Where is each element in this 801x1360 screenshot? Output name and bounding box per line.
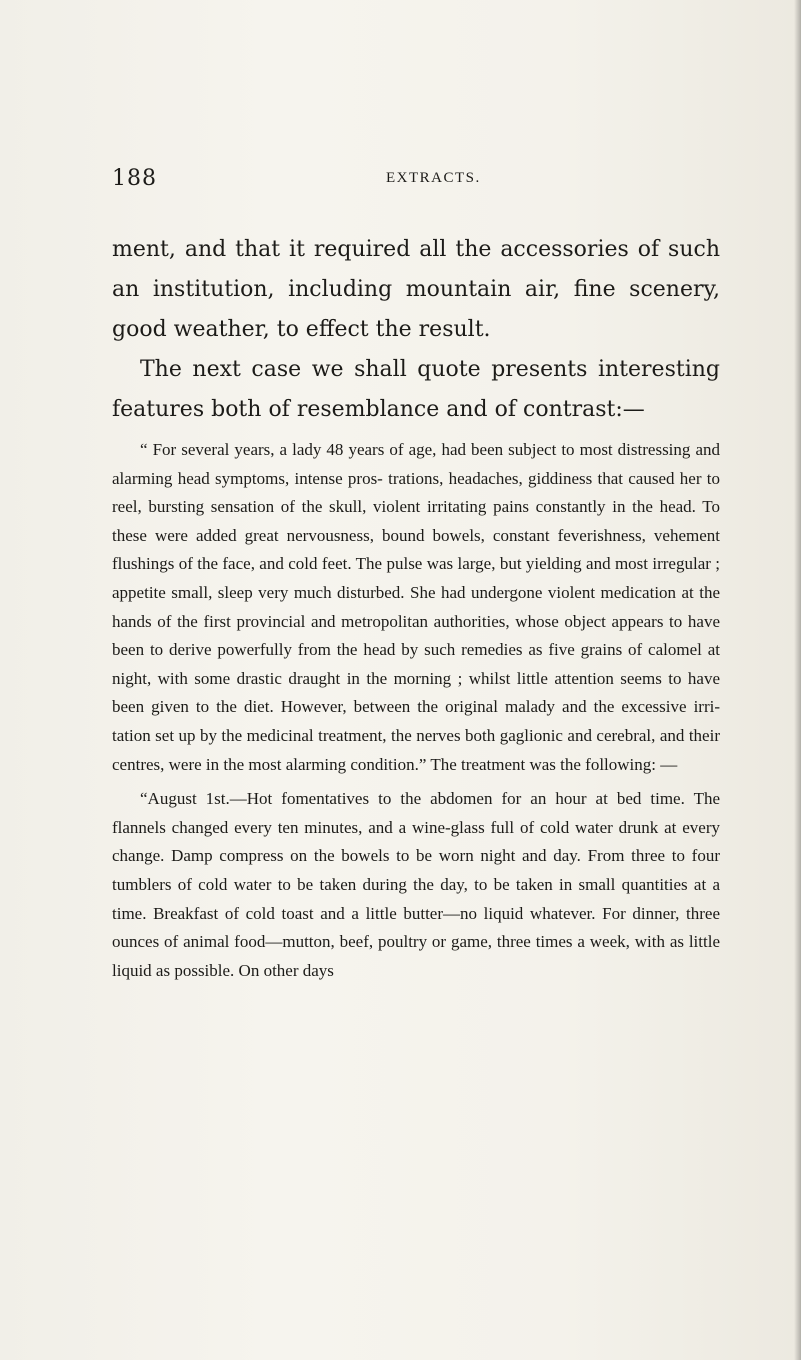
page-body [112,230,720,985]
page-header [112,166,720,196]
paragraph-intro: The next case we shall quote presents interesting features both of resemblance and of contrast:— [112,357,720,422]
page-number: 188 [112,166,157,191]
paragraph-continuation: ment, and that it required all the accessories of such an institution, including mountain air, fine scenery, good weather, to effect the result. [112,237,720,342]
page-edge-shadow [794,0,801,1360]
quoted-case-paragraph: “ For several years, a lady 48 years of age, had been subject to most distressing and alarming head symptoms, intense pros- trations, headaches, giddiness that caused her to reel, bursting sensation of the skull, violent irritating pains constantly in the head. To these were added great nervousness, bound bowels, constant feverishness, vehement flushings of the face, and cold feet. The pulse was large, but yielding and most irregular ; appetite small, sleep very much disturbed. She had undergone violent medication at the hands of the first provincial and metropolitan authorities, whose object appears to have been to derive powerfully from the head by such remedies as five grains of calomel at night, with some drastic draught in the morning ; whilst little attention seems to have been given to the diet. However, between the original malady and the excessive irri- tation set up by the medicinal treatment, the nerves both gaglionic and cerebral, and their centres, were in the most alarming condition.” The treatment was the following: — [112,440,720,774]
running-head: EXTRACTS. [386,170,481,186]
treatment-paragraph: “August 1st.—Hot fomentatives to the abdomen for an hour at bed time. The flannels changed every ten minutes, and a wine-glass full of cold water drunk at every change. Damp compress on the bowels to be worn night and day. From three to four tumblers of cold water to be taken during the day, to be taken in small quantities at a time. Breakfast of cold toast and a little butter—no liquid whatever. For dinner, three ounces of animal food—mutton, beef, poultry or game, three times a week, with as little liquid as possible. On other days [112,789,720,980]
